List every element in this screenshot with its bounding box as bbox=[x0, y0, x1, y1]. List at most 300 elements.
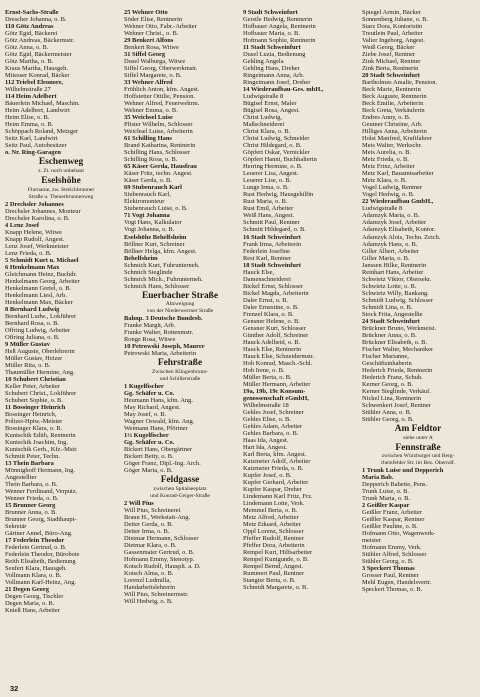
resident-entry: Bäuerlein Michael, Maschin. bbox=[5, 100, 80, 108]
street-description: rheinfelder Str. im Bez. Oberndf. bbox=[381, 460, 455, 467]
resident-entry: Damenschneiderei bbox=[243, 275, 291, 283]
resident-entry: Handarbeitslehrerin bbox=[124, 583, 176, 591]
resident-entry: May Richard, Angest. bbox=[124, 404, 181, 412]
resident-entry: Schmidt Ludwig, Schlosser bbox=[362, 296, 433, 304]
house-entry: 8 Bernhard Ludwig bbox=[5, 305, 60, 313]
resident-entry: Metz Alfred, Arbeiter bbox=[243, 514, 299, 522]
resident-entry: Söder Elise, Rentnerin bbox=[124, 16, 183, 24]
resident-entry: Lenz Josef, Werkmeister bbox=[5, 242, 69, 250]
street-description: siehe unter A bbox=[403, 434, 433, 441]
resident-entry: Keller Peter, Arbeiter bbox=[5, 382, 60, 390]
house-entry: Bahnp. 3 Deutsche Bundesb. bbox=[124, 315, 203, 323]
resident-entry: Ringeimann Anna, Arb. bbox=[243, 72, 305, 80]
house-entry: 15 Brunner Georg bbox=[5, 502, 56, 510]
resident-entry: Vollmann Karl-Heinz, Ang. bbox=[5, 579, 77, 587]
resident-entry: Bickert Betty, o. B. bbox=[124, 453, 174, 461]
resident-entry: Grosser Paul, Rentner bbox=[362, 572, 419, 580]
resident-entry: Böllner Helga, kfm. Angest. bbox=[124, 247, 197, 255]
resident-entry: Leuerer Lise, o. B. bbox=[243, 177, 292, 185]
resident-entry: Federlein Josefine bbox=[243, 247, 291, 255]
resident-entry: Hofmann Emmy, Stenotyp. bbox=[124, 555, 195, 563]
house-entry: 9 Stadt Schweinfurt bbox=[243, 9, 298, 16]
resident-entry: Müller Gustav, Heizer bbox=[5, 354, 63, 362]
resident-entry: Katzmeier Adolf, Arbeiter bbox=[243, 458, 311, 465]
resident-entry: Benkert Rosa, Witwe bbox=[124, 44, 179, 52]
resident-entry: Thein Barbara, o. B. bbox=[5, 481, 58, 489]
resident-entry: Giller Albert, Arbeiter bbox=[362, 247, 420, 255]
resident-entry: Wilhelmstraße 18 bbox=[243, 401, 289, 409]
resident-entry: Degen Maria, o. B. bbox=[5, 600, 55, 608]
house-entry: 1 Trunk Luise und Depperich bbox=[362, 467, 444, 475]
street-description: Flurname, zw. Streichbrunner bbox=[27, 186, 95, 193]
resident-entry: Schwietz Willy, Bankang. bbox=[362, 289, 429, 297]
resident-entry: Vogel Hedwig, o. B. bbox=[362, 191, 415, 199]
house-entry: 10 Petrowski Joseph, Maurer bbox=[124, 343, 205, 351]
resident-entry: Henkelmann Max, Bäcker bbox=[5, 298, 73, 306]
resident-entry: Hoh Irene, o. B. bbox=[243, 366, 285, 374]
resident-entry: Knapp Rudolf, Angest. bbox=[5, 235, 65, 243]
resident-entry: Knapp Helene, Witwe bbox=[5, 228, 63, 236]
resident-entry: Schmitt Peter, Techn. bbox=[5, 453, 60, 461]
house-entry: 22 Wiederaufbau GmbH., bbox=[362, 198, 434, 206]
resident-entry: Wehner Emma, o. B. bbox=[124, 107, 178, 115]
house-entry: 2 Drechsler Johannes bbox=[5, 200, 64, 208]
resident-entry: Federlein Gertrud, o. B. bbox=[5, 544, 67, 552]
resident-entry: Kerner Sieglinde, Verkäuf. bbox=[362, 387, 431, 395]
resident-entry: Kraus Martha, Hausgeh. bbox=[5, 65, 68, 73]
resident-entry: Stühler Anna, o. B. bbox=[362, 408, 412, 416]
resident-entry: Offring Ludwig, Arbeiter bbox=[5, 326, 71, 334]
resident-entry: Janssen Hilke, Rentnerin bbox=[362, 261, 427, 269]
resident-entry: Götz Egid, Bäckerei bbox=[5, 30, 58, 38]
resident-entry: Will Hedwig, o. B. bbox=[124, 598, 173, 606]
resident-entry: Rust Maria, o. B. bbox=[243, 198, 288, 206]
resident-entry: Adamzyk Alois, Techn. Zeich. bbox=[362, 233, 441, 241]
house-entry: 11 Bossinger Heinrich bbox=[5, 404, 66, 412]
resident-entry: Katzmeier Frieda, o. B. bbox=[243, 465, 304, 473]
resident-entry: Christ Ludwig, Schneider bbox=[243, 135, 310, 143]
house-entry: 1 Kugelfischer bbox=[124, 382, 164, 390]
resident-entry: Dietmar Hermann, Schlosser bbox=[124, 534, 199, 542]
resident-entry: Bickel Magda, Arbeiterin bbox=[243, 289, 309, 297]
resident-entry: Hilliges Anna, Arbeiterin bbox=[362, 128, 427, 136]
resident-entry: Brunner Georg, Stadthaupt- bbox=[5, 516, 77, 524]
resident-entry: Detter Gerda, o. B. bbox=[124, 520, 173, 528]
resident-entry: Franke Margit, Arb. bbox=[124, 322, 176, 330]
resident-entry: Endres Anny, o. B. bbox=[362, 114, 411, 122]
resident-entry: Heumann Hans, kfm. Ang. bbox=[124, 397, 194, 404]
resident-entry: Spiegel Armin, Bäcker bbox=[362, 9, 421, 16]
resident-entry: Christ Hildegard, o. B. bbox=[243, 142, 302, 150]
resident-entry: Gerstle Hedwig, Rentnerin bbox=[243, 16, 313, 24]
resident-entry: Wehner Otto, Fabr.-Arbeiter bbox=[124, 23, 197, 31]
resident-entry: Zink Berta, Rentnerin bbox=[362, 65, 419, 73]
house-entry: 6 Henkelmann Max bbox=[5, 263, 60, 271]
resident-entry: Gehles Josef, Schreiner bbox=[243, 408, 304, 416]
resident-entry: Bügisel Rosa, Angest. bbox=[243, 107, 300, 115]
resident-entry: Bügisel Ernst, Maler bbox=[243, 100, 297, 108]
resident-entry: Frenzel Klara, o. B. bbox=[243, 310, 294, 318]
resident-entry: Hofbauer Angela, Rentnerin bbox=[243, 23, 316, 31]
resident-entry: Seitz Karl, Landwirt bbox=[5, 135, 58, 143]
resident-entry: Kuntschik Edith, Rentnerin bbox=[5, 432, 76, 440]
resident-entry: Göger Maria, o. B. bbox=[124, 467, 173, 475]
resident-entry: Bossinger Klara, o. B. bbox=[5, 425, 63, 433]
resident-entry: Mehl Eugen, Handelsvertr. bbox=[362, 579, 432, 587]
street-description: z. Zt. noch unbebaut bbox=[38, 167, 84, 174]
resident-entry: Braun H., Werkstatt-Ang. bbox=[124, 513, 191, 521]
column-4 bbox=[362, 9, 474, 685]
resident-entry: Gassenmaier Gertrud, o. B. bbox=[124, 548, 195, 556]
resident-entry: Gehles Barbara, o. B. bbox=[243, 429, 299, 437]
resident-entry: Fröhlich Anton, kfm. Angest. bbox=[124, 86, 200, 94]
resident-entry: Bickert Hans, Obergärtner bbox=[124, 446, 192, 454]
resident-entry: Käser Fritz, techn. Angest. bbox=[124, 170, 193, 178]
street-description: zwischen Würzburger und Berg- bbox=[381, 453, 455, 460]
resident-entry: Meis Aurelia, o. B. bbox=[362, 149, 411, 157]
resident-entry: Metz Klara, o. B. bbox=[362, 177, 407, 185]
resident-entry: Drescher Johanna, o. B. bbox=[5, 16, 67, 24]
resident-entry: Henkelmann Georg, Arbeiter bbox=[5, 277, 80, 285]
resident-entry: Memmel Berta, o. B. bbox=[243, 507, 298, 515]
resident-entry: Schubert Christ., Lokführer bbox=[5, 389, 77, 397]
resident-entry: Schmitt Hildegard, o. B. bbox=[243, 226, 306, 234]
resident-entry: Schmidt Margarete, o. B. bbox=[243, 584, 308, 592]
resident-entry: Trunk Luise, o. B. bbox=[362, 488, 409, 496]
house-entry: 1½ Kugelfischer bbox=[124, 432, 169, 440]
house-entry: genossenschaft eGmbH, bbox=[243, 394, 309, 402]
resident-entry: Ronge Rosa, Witwe bbox=[124, 336, 176, 344]
resident-entry: Müller Rita, o. B. bbox=[5, 361, 51, 369]
resident-entry: Angestellter bbox=[5, 474, 37, 482]
resident-entry: Hoffstetter Ottilie, Pension. bbox=[124, 93, 196, 101]
house-entry: 19a, 19b, 19c Konsum- bbox=[243, 387, 306, 395]
resident-entry: Stock Frita, Angestellte bbox=[362, 310, 423, 318]
house-entry: o. Nr. Ring-Garagen bbox=[5, 149, 61, 157]
resident-entry: Sekretär bbox=[5, 523, 27, 531]
house-entry: 20 Stadt Schweinfurt bbox=[362, 72, 420, 80]
resident-entry: Ziebe Josef, Rentner bbox=[362, 51, 416, 59]
column-3 bbox=[243, 9, 355, 685]
resident-entry: Schwietz Lotte, o. B. bbox=[362, 282, 417, 290]
resident-entry: Giller Maria, o. B. bbox=[362, 254, 410, 262]
resident-entry: Stühler Georg, o. B. bbox=[362, 558, 414, 566]
resident-entry: Schubert Sophie, o. B. bbox=[5, 397, 63, 404]
resident-entry: Rest Karl, Rentner bbox=[243, 254, 292, 262]
resident-entry: Wenner Ferdinand, Verputz. bbox=[5, 488, 78, 496]
resident-entry: Dusel Walburga, Witwe bbox=[124, 58, 186, 66]
resident-entry: Petrowski Maria, Arbeiterin bbox=[124, 350, 197, 358]
resident-entry: Polizei-Hptw.-Meister bbox=[5, 418, 63, 426]
resident-entry: Kupfer Josef, o. B. bbox=[243, 472, 292, 480]
resident-entry: Seitz Paul, Autobesitzer bbox=[5, 142, 67, 150]
resident-entry: Hofmann Sophie, Rentnerin bbox=[243, 37, 316, 45]
resident-entry: Schmich Sieglinde bbox=[124, 268, 173, 276]
resident-entry: Bickel Ernst, Schlosser bbox=[243, 282, 303, 290]
resident-entry: Lorenzl Ludmilla, bbox=[124, 576, 171, 584]
resident-entry: Leuerer Lisa, Angest. bbox=[243, 170, 299, 178]
street-heading: Eselshöhe bbox=[41, 175, 81, 186]
resident-entry: Reinhart Hans, Arbeiter bbox=[362, 268, 424, 276]
resident-entry: Wenner Frieda, o. B. bbox=[5, 495, 59, 503]
resident-entry: Rempel Kunigunde, o. B. bbox=[243, 556, 309, 564]
resident-entry: Mitesser Konrad, Bäcker bbox=[5, 72, 70, 80]
resident-entry: Lunge Irma, o. B. bbox=[243, 184, 289, 192]
resident-entry: May Josef, o. B. bbox=[124, 411, 167, 419]
resident-entry: Henkelmann Liesl, Arb. bbox=[5, 291, 67, 299]
resident-entry: Brückner Bruno, Werkmeist. bbox=[362, 324, 437, 332]
resident-entry: Heim Elise, o. B. bbox=[5, 114, 50, 122]
house-entry: 114 Heim Adelbert bbox=[5, 93, 57, 101]
resident-entry: Vollmann Klara, o. B. bbox=[5, 572, 62, 580]
resident-entry: Günther Adolf, Schreiner bbox=[243, 331, 309, 339]
resident-entry: Götz Martha, o. B. bbox=[5, 58, 54, 66]
resident-entry: Pfeffer Rudolf, Rentner bbox=[243, 535, 304, 543]
resident-entry: Geißler Franz, Arbeiter bbox=[362, 509, 422, 517]
resident-entry: Heß Auguste, Oberlehrerin bbox=[5, 347, 75, 355]
resident-entry: Gehles Adam, Arbeiter bbox=[243, 422, 303, 430]
house-entry: 33 Wehner Alfred bbox=[124, 79, 173, 87]
resident-entry: Beck Emilie, Arbeiterin bbox=[362, 100, 424, 108]
resident-entry: Hauck Else, Rentnerin bbox=[243, 345, 302, 353]
house-entry: 61 Schilling Hans bbox=[124, 135, 172, 143]
street-description: Zwischen Klingenbrunn- bbox=[151, 368, 209, 375]
resident-entry: Schmidt Lina, o. B. bbox=[362, 303, 413, 311]
resident-entry: Reith Elisabeth, Bedienung bbox=[5, 558, 76, 566]
resident-entry: Dietmar Klara, o. B. bbox=[124, 541, 177, 549]
resident-entry: Rust Emil, Arbeiter bbox=[243, 205, 294, 213]
resident-entry: Franke Walter, Rottenmstr. bbox=[124, 329, 194, 337]
resident-entry: Mönnighoff Hermann, Ing. bbox=[5, 467, 75, 475]
resident-entry: Rempel Kurt, Hilfsarbeiter bbox=[243, 549, 313, 557]
resident-entry: Weiß Hans, Angest. bbox=[243, 212, 294, 220]
resident-entry: Brückner Anna, o. B. bbox=[362, 331, 417, 339]
resident-entry: Kotsch Rudolf, Hausplt. a. D. bbox=[124, 562, 201, 570]
resident-entry: Stubenrauch Karl, bbox=[124, 191, 171, 199]
resident-entry: Maßschneiderei bbox=[243, 121, 285, 129]
street-heading: Fennstraße bbox=[395, 442, 441, 453]
resident-entry: Karl Berta, kfm. Angest. bbox=[243, 450, 307, 458]
house-entry: 71 Vogt Johanna bbox=[124, 212, 170, 220]
street-heading: Feldgasse bbox=[160, 475, 200, 486]
resident-entry: Kerner Georg, o. B. bbox=[362, 380, 414, 388]
resident-entry: Trunk Maria, o. B. bbox=[362, 495, 411, 503]
house-entry: 35 Weichsel Luise bbox=[124, 114, 173, 122]
resident-entry: Schmich Kurt, Fuhrunterneh. bbox=[124, 261, 200, 269]
resident-entry: Geschäftsinhaberin bbox=[362, 359, 412, 367]
resident-entry: Bartholmes Amalie, Pension. bbox=[362, 79, 438, 87]
resident-entry: Gensner Helene, o. B. bbox=[243, 317, 300, 325]
street-heading: Am Feldtor bbox=[394, 423, 442, 434]
resident-entry: Pfeffer Dora, Arbeiterin bbox=[243, 542, 305, 550]
house-entry: 16 Stadt Schweinfurt bbox=[243, 233, 301, 241]
street-description: Straße u. Theuerbrunnenweg bbox=[28, 193, 94, 200]
resident-entry: Stühler Alfred, Schlosser bbox=[362, 551, 427, 559]
resident-entry: Adamzyk Elisabeth, Kontor. bbox=[362, 226, 436, 234]
resident-entry: Brunner Anna, o. B. bbox=[5, 509, 57, 517]
resident-entry: Ludwigstraße 8 bbox=[243, 93, 284, 101]
resident-entry: Heim Emma, o. B. bbox=[5, 121, 54, 129]
resident-entry: Göpfert Hanni, Buchhalterin bbox=[243, 156, 317, 164]
resident-entry: Depperich Babette, Pens. bbox=[362, 481, 428, 489]
resident-entry: Kupfer Kaspar, Dreher bbox=[243, 486, 302, 494]
resident-entry: Müller Berta, o. B. bbox=[243, 373, 292, 381]
resident-entry: Siffel Margarete, o. B. bbox=[124, 72, 182, 80]
house-entry: 31 Siffel Georg bbox=[124, 51, 166, 59]
resident-entry: Gensner Kurt, Schlosser bbox=[243, 324, 306, 332]
house-entry: 13 Thein Barbara bbox=[5, 460, 54, 468]
resident-entry: Hofmann Otto, Wagenwerk- bbox=[362, 530, 436, 538]
resident-entry: Christ Klara, o. B. bbox=[243, 128, 291, 136]
resident-entry: Valier Ingeborg, Angest. bbox=[362, 37, 425, 45]
resident-entry: Lindemann Lotte, Verk. bbox=[243, 500, 305, 508]
resident-entry: Starz Dora, Kontoristin bbox=[362, 23, 423, 31]
resident-entry: Lindemann Karl Fritz, Frz. bbox=[243, 493, 313, 501]
resident-entry: Holst Manfred, Kraftfahrer bbox=[362, 135, 432, 143]
street-heading: Fehrstraße bbox=[157, 358, 203, 369]
resident-entry: Hederich Frieda, Rentnerin bbox=[362, 366, 433, 374]
resident-entry: Gärtner Annel, Büro-Ang. bbox=[5, 530, 73, 538]
resident-entry: Frank Irma, Arbeiterin bbox=[243, 240, 302, 248]
page-number: 32 bbox=[10, 684, 19, 693]
house-entry: 25 Wehner Otto bbox=[124, 9, 168, 16]
resident-entry: Rust Hedwig, Hausgehilfin bbox=[243, 191, 314, 199]
resident-entry: Käser Gerda, o. B. bbox=[124, 177, 172, 185]
resident-entry: Drechsler Johannes, Monteur bbox=[5, 207, 81, 215]
house-entry: 2 Will Pius bbox=[124, 499, 154, 507]
resident-entry: Wehner Alfred, Feuerwehrm. bbox=[124, 100, 200, 108]
resident-entry: Will Pius, Schreinerei bbox=[124, 506, 181, 514]
resident-entry: Metz Karl, Bauamtsarbeiter bbox=[362, 170, 434, 178]
resident-entry: Elektromonteur bbox=[124, 198, 165, 206]
resident-entry: Schilling Hans, Schlosser bbox=[124, 149, 190, 157]
house-entry: 10 Schubert Christian bbox=[5, 375, 66, 383]
resident-entry: Dusel Luzia, Bedienung bbox=[243, 51, 306, 59]
resident-entry: Drechsler Karolina, o. B. bbox=[5, 214, 70, 222]
house-entry: 110 Götz Andreas bbox=[5, 23, 54, 31]
column-1 bbox=[5, 9, 117, 685]
resident-entry: Herring Hermine, o. B. bbox=[243, 163, 303, 171]
resident-entry: Metz Eduard, Arbeiter bbox=[243, 521, 301, 529]
resident-entry: Gehling Angela bbox=[243, 58, 284, 66]
resident-entry: Schwietz Viktor, Obersekr. bbox=[362, 275, 432, 283]
resident-entry: Geißler Pauline, o. B. bbox=[362, 523, 418, 531]
resident-entry: Haas Ida, Angest. bbox=[243, 436, 289, 444]
resident-entry: Fischer Walter, Mechaniker bbox=[362, 345, 434, 353]
resident-entry: Kuntschik Gerh., Kfz.-Mstr. bbox=[5, 446, 78, 454]
resident-entry: Pfister Wilhelm, Schlosser bbox=[124, 121, 193, 129]
resident-entry: Daler Ernst, o. B. bbox=[243, 296, 289, 304]
resident-entry: Lenz Frieda, o. B. bbox=[5, 249, 52, 257]
resident-entry: Kuntschik Joachim, Ing. bbox=[5, 439, 68, 447]
resident-entry: Göpfert Oskar, Vernickler bbox=[243, 149, 310, 157]
resident-entry: Sonnenberg Juliane, o. B. bbox=[362, 16, 429, 24]
resident-entry: Gehles Elise, o. B. bbox=[243, 415, 291, 423]
resident-entry: Knieß Hans, Arbeiter bbox=[5, 607, 60, 615]
resident-entry: Götz Egid, Bäckermeister bbox=[5, 51, 72, 59]
resident-entry: Beck Greta, Verkäuferin bbox=[362, 107, 425, 115]
house-entry: Eselshöhe Behelfsheim bbox=[124, 233, 187, 241]
resident-entry: Vogt Johanna, o. B. bbox=[124, 226, 175, 234]
resident-entry: Thaumüller Hermine, Ang. bbox=[5, 368, 75, 376]
resident-entry: Hart Ida, Angest. bbox=[243, 443, 287, 451]
column-2 bbox=[124, 9, 236, 685]
resident-entry: Oppl Lorenz, Schlosser bbox=[243, 528, 304, 536]
house-entry: 3 Speckert Thomas bbox=[362, 565, 415, 573]
resident-entry: Metz Frieda, o. B. bbox=[362, 156, 409, 164]
street-description: zwischen Spitalseeplatz bbox=[153, 485, 207, 492]
resident-entry: Speckert Thomas, o. B. bbox=[362, 586, 423, 594]
resident-entry: Christ Ludwig, bbox=[243, 114, 282, 122]
house-entry: Maria Bab. bbox=[362, 474, 394, 482]
resident-entry: Heim Adelbert, Landwirt bbox=[5, 107, 70, 115]
resident-entry: Zink Michael, Rentner bbox=[362, 58, 421, 66]
house-entry: 69 Stubenrauch Karl bbox=[124, 184, 182, 192]
resident-entry: Bernhard Rosa, o. B. bbox=[5, 319, 59, 327]
resident-entry: Gehling Hans, Dreher bbox=[243, 65, 300, 73]
house-entry: Behelfsheim bbox=[124, 254, 158, 262]
house-entry: 21 Degen Georg bbox=[5, 586, 49, 594]
resident-entry: Schmitt Paul, Rentner bbox=[243, 219, 300, 227]
resident-entry: Detter Irma, o. B. bbox=[124, 527, 170, 535]
resident-entry: Beck Auguste, Rentnerin bbox=[362, 93, 427, 101]
resident-entry: Ringeimann Josef, Dreher bbox=[243, 79, 311, 87]
resident-entry: Will Pius, Schreinermstr. bbox=[124, 591, 189, 598]
resident-entry: Rummert Paul, Rentner bbox=[243, 570, 304, 578]
resident-entry: Seufert Klara, Hausgeh. bbox=[5, 565, 67, 573]
resident-entry: Degen Georg, Tischler bbox=[5, 593, 64, 601]
resident-entry: Schöppach Roland, Metzger bbox=[5, 128, 79, 136]
house-entry: 2 Geißler Kaspar bbox=[362, 502, 410, 510]
resident-entry: Nickel Lina, Rentnerin bbox=[362, 394, 422, 402]
house-entry: 9 Müller Gustav bbox=[5, 340, 50, 348]
resident-entry: Metz Frinz, Arbeiter bbox=[362, 163, 415, 171]
resident-entry: Hoh Konrad, Masch.-Schl. bbox=[243, 359, 313, 367]
resident-entry: Müller Hermann, Arbeiter bbox=[243, 380, 311, 388]
house-entry: 112 Triebel Eleonore, bbox=[5, 79, 64, 87]
resident-entry: Hederich Franz, Schuh. bbox=[362, 373, 423, 381]
resident-entry: Wilhelmstraße 27 bbox=[5, 86, 51, 94]
resident-entry: Brückner Elisabeth, o. B. bbox=[362, 338, 428, 346]
street-heading: Eschenweg bbox=[38, 157, 84, 168]
resident-entry: Weichsel Luise, Arbeiterin bbox=[124, 128, 193, 136]
resident-entry: Meis Walter, Werkschr. bbox=[362, 142, 422, 150]
resident-entry: Vogel Ludwig, Rentner bbox=[362, 184, 423, 192]
resident-entry: Vogt Hans, Kalkulator bbox=[124, 219, 182, 227]
resident-entry: Treutlein Paul, Arbeiter bbox=[362, 30, 423, 38]
resident-entry: Hauck Else, Schneidermstr. bbox=[243, 352, 315, 360]
resident-entry: Adamzyk Hans, o. B. bbox=[362, 240, 418, 248]
house-entry: 17 Federlein Theodor bbox=[5, 537, 65, 545]
house-entry: 24 Stadt Schweinfurt bbox=[362, 317, 420, 325]
resident-entry: Stubenrauch Luise, o. B. bbox=[124, 205, 188, 213]
resident-entry: Weiß Georg, Bäcker bbox=[362, 44, 415, 52]
resident-entry: Hofmann Emmy, Verk. bbox=[362, 544, 422, 552]
resident-entry: Hauck Adelheid, o. B. bbox=[243, 338, 301, 346]
house-entry: 29 Benkert Alfons bbox=[124, 37, 174, 45]
resident-entry: Geutner Christine, Arb. bbox=[362, 121, 423, 129]
house-entry: 18 Stadt Schweinfurt bbox=[243, 261, 301, 269]
resident-entry: Rempel Bernd, Angest. bbox=[243, 563, 304, 571]
resident-entry: Daler Ernestine, o. B. bbox=[243, 303, 299, 311]
house-entry: 5 Schmidt Kurt u. Michael bbox=[5, 256, 79, 264]
street-description: und Konrad-Geiger-Straße bbox=[150, 492, 210, 499]
resident-entry: Hauck Else, bbox=[243, 268, 275, 276]
house-entry: 14 Wiederaufbau-Ges. mbH., bbox=[243, 86, 324, 94]
resident-entry: Götz Anna, o. B. bbox=[5, 44, 49, 52]
resident-entry: meister bbox=[362, 537, 381, 545]
resident-entry: Schwenkert Josef, Rentner bbox=[362, 401, 431, 409]
